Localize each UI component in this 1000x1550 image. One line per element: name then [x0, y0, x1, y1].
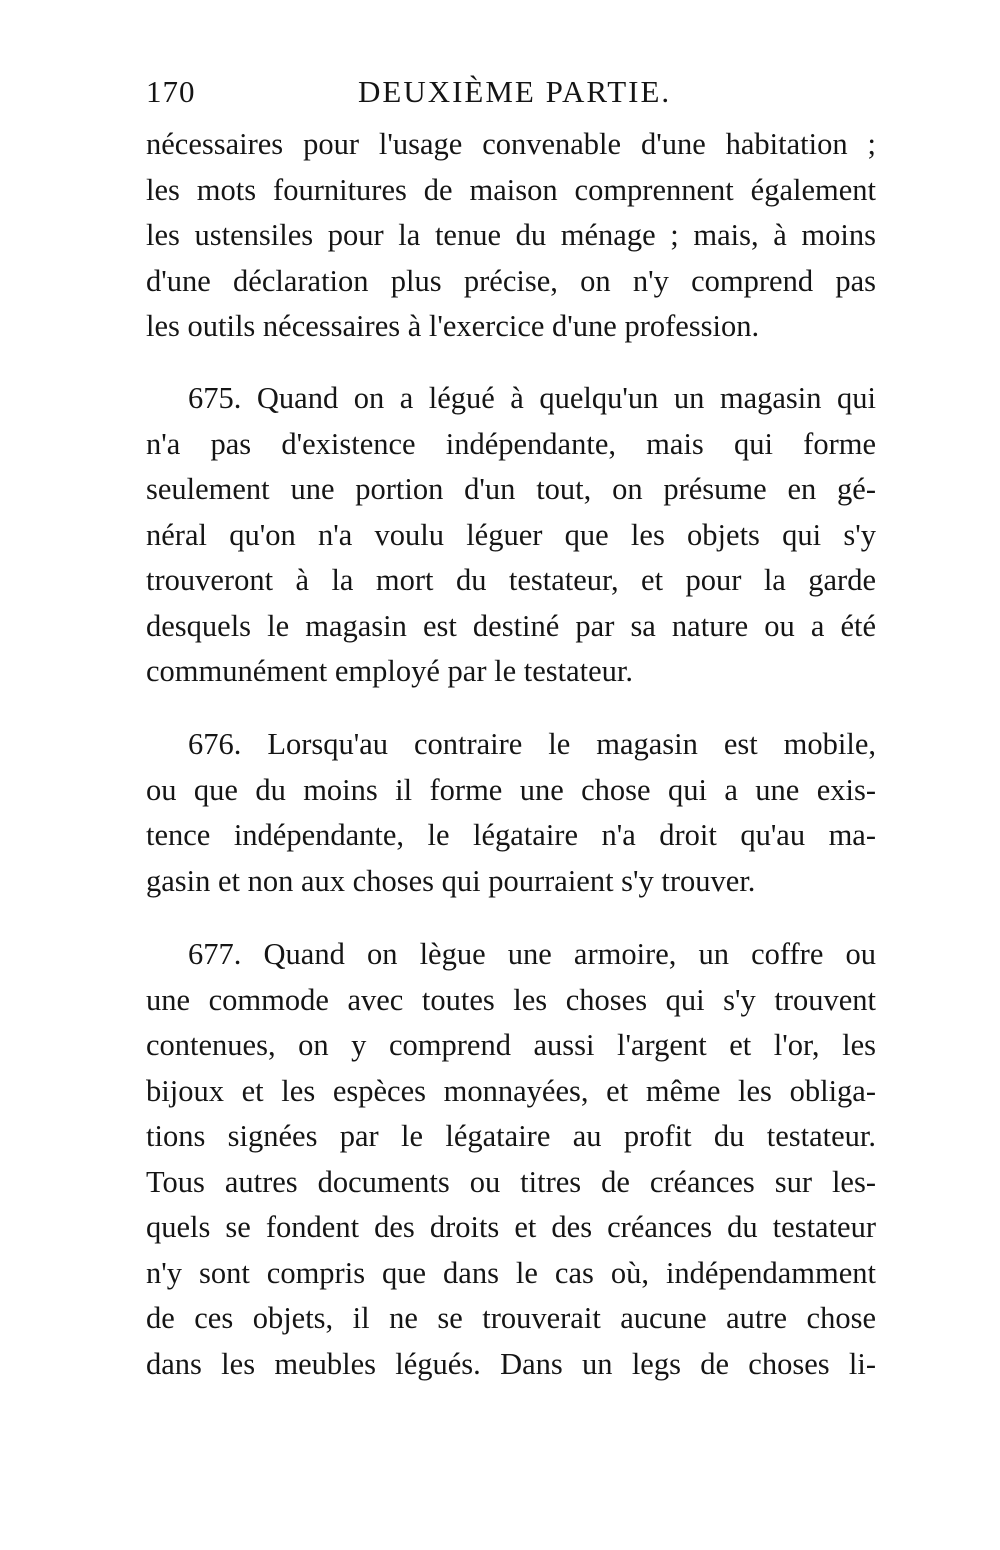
text-line: 675. Quand on a légué à quelqu'un un magasin qui — [188, 381, 876, 415]
text-line: 677. Quand on lègue une armoire, un coffre ou — [188, 937, 876, 971]
text-line: les ustensiles pour la tenue du ménage ; mais, à moins — [146, 218, 876, 252]
page-number: 170 — [146, 74, 196, 109]
text-line: Tous autres documents ou titres de créances sur les- — [146, 1164, 876, 1199]
text-line: contenues, on y comprend aussi l'argent et l'or, les — [146, 1028, 876, 1062]
text-line: tions signées par le légataire au profit du testateur. — [146, 1119, 876, 1153]
running-title: DEUXIÈME PARTIE. — [358, 74, 672, 109]
text-line: dans les meubles légués. Dans un legs de choses li- — [146, 1346, 876, 1381]
text-line: tence indépendante, le légataire n'a droit qu'au ma- — [146, 818, 876, 852]
text-line: gasin et non aux choses qui pourraient s'y trouver. — [146, 863, 756, 898]
text-line: ou que du moins il forme une chose qui a une exis- — [146, 772, 876, 807]
text-line: les outils nécessaires à l'exercice d'une profession. — [146, 309, 760, 343]
text-line: desquels le magasin est destiné par sa nature ou a été — [146, 608, 876, 643]
paragraph-676 — [146, 722, 876, 904]
text-line: bijoux et les espèces monnayées, et même les obliga- — [146, 1073, 876, 1108]
page-header — [146, 74, 886, 118]
text-line: 676. Lorsqu'au contraire le magasin est mobile, — [188, 727, 876, 761]
text-line: communément employé par le testateur. — [146, 654, 633, 688]
text-line: n'y sont compris que dans le cas où, indépendamment — [146, 1255, 876, 1290]
paragraph-677 — [146, 932, 876, 1387]
text-line: seulement une portion d'un tout, on présume en gé- — [146, 472, 876, 506]
text-line: d'une déclaration plus précise, on n'y comprend pas — [146, 263, 876, 298]
text-line: nécessaires pour l'usage convenable d'une habitation ; — [146, 127, 876, 161]
text-line: n'a pas d'existence indépendante, mais qui forme — [146, 426, 876, 461]
text-line: les mots fournitures de maison comprennent également — [146, 172, 876, 207]
text-line: quels se fondent des droits et des créances du testateur — [146, 1210, 876, 1244]
paragraph-675 — [146, 376, 876, 695]
text-line: trouveront à la mort du testateur, et pour la garde — [146, 563, 876, 597]
text-line: une commode avec toutes les choses qui s'y trouvent — [146, 982, 876, 1017]
text-line: de ces objets, il ne se trouverait aucune autre chose — [146, 1301, 876, 1335]
paragraph-continued — [146, 122, 876, 350]
text-line: néral qu'on n'a voulu léguer que les objets qui s'y — [146, 517, 876, 552]
